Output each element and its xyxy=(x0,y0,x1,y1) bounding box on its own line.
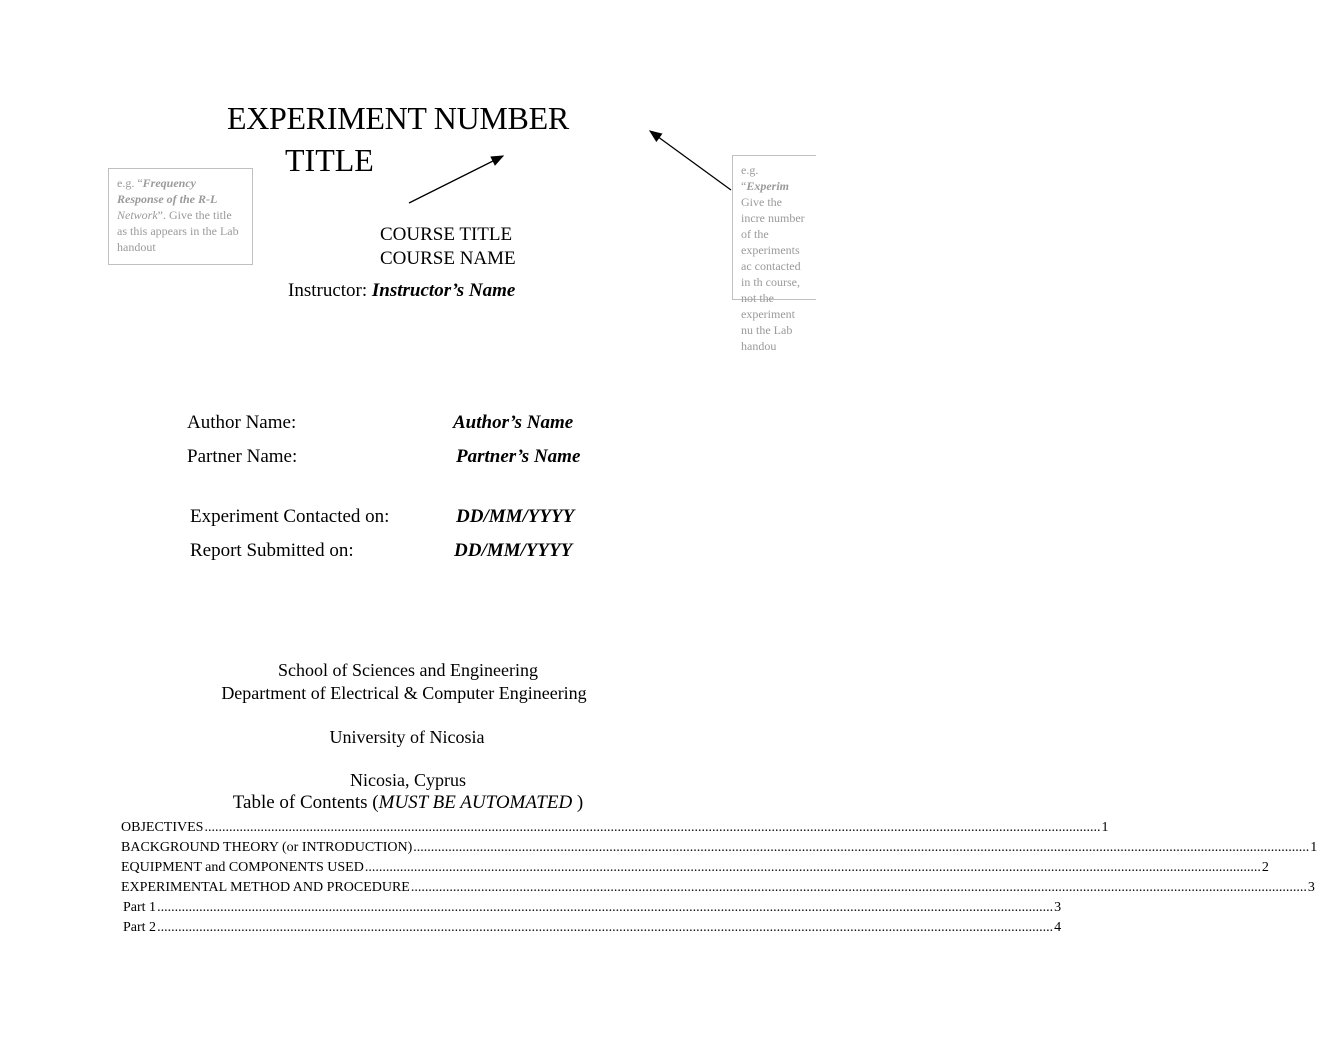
toc-entry-page: 1 xyxy=(1101,820,1109,835)
arrow-to-number xyxy=(650,131,731,190)
toc-entry-page: 2 xyxy=(1261,860,1269,875)
toc-entry-page: 3 xyxy=(1307,880,1315,895)
note-text: e.g. “ xyxy=(117,176,143,190)
arrow-to-title xyxy=(409,156,503,203)
toc-entry-part-1[interactable] xyxy=(121,898,1062,918)
instructor-line xyxy=(288,280,515,302)
toc-entry-label: Part 2 xyxy=(123,920,157,935)
department-name: Department of Electrical & Computer Engineering xyxy=(221,683,587,703)
number-hint-note xyxy=(732,155,816,353)
author-label: Author Name: xyxy=(187,412,297,433)
note-example-rest: Network xyxy=(117,208,158,222)
toc-entry-method[interactable] xyxy=(121,878,1315,898)
toc-leader xyxy=(411,878,1307,898)
instructor-value: Instructor’s Name xyxy=(371,280,516,301)
note-example: Experim xyxy=(746,179,789,193)
contacted-label: Experiment Contacted on: xyxy=(190,506,390,527)
toc-leader xyxy=(204,818,1100,838)
instructor-label: Instructor: xyxy=(288,280,368,301)
university-name: University of Nicosia xyxy=(329,727,485,747)
toc-entry-equipment[interactable] xyxy=(121,858,1269,878)
toc-leader xyxy=(157,918,1053,938)
toc-entry-label: EQUIPMENT and COMPONENTS USED xyxy=(121,860,364,875)
toc-entry-part-2[interactable] xyxy=(121,918,1062,938)
submitted-date: DD/MM/YYYY xyxy=(454,540,573,561)
toc-entry-page: 4 xyxy=(1054,920,1062,935)
experiment-title-heading: TITLE xyxy=(285,142,374,178)
toc-entry-page: 3 xyxy=(1054,900,1062,915)
title-hint-note xyxy=(108,168,253,265)
toc-entry-page: 1 xyxy=(1310,840,1317,855)
toc-entry-label: EXPERIMENTAL METHOD AND PROCEDURE xyxy=(121,880,410,895)
school-name: School of Sciences and Engineering xyxy=(278,660,538,680)
partner-label: Partner Name: xyxy=(187,446,298,467)
toc-entry-label: OBJECTIVES xyxy=(121,820,204,835)
contacted-date: DD/MM/YYYY xyxy=(456,506,575,527)
partner-value: Partner’s Name xyxy=(456,446,581,467)
location: Nicosia, Cyprus xyxy=(350,770,466,790)
course-title: COURSE TITLE xyxy=(380,224,513,245)
toc-leader xyxy=(157,898,1053,918)
course-name: COURSE NAME xyxy=(380,248,516,269)
toc-heading-text: Table of Contents ( xyxy=(232,792,379,813)
toc-entry-label: Part 1 xyxy=(123,900,157,915)
toc-heading-close: ) xyxy=(576,792,584,813)
toc-entry-label: BACKGROUND THEORY (or INTRODUCTION) xyxy=(121,840,413,855)
toc-entry-background[interactable] xyxy=(121,838,1317,858)
toc-leader xyxy=(365,858,1261,878)
experiment-number-heading: EXPERIMENT NUMBER xyxy=(227,100,569,136)
note-text: e.g. “ xyxy=(741,163,759,193)
note-example: Frequency Response of the R-L xyxy=(117,176,218,206)
author-value: Author’s Name xyxy=(453,412,574,433)
toc-entry-objectives[interactable] xyxy=(121,818,1109,838)
note-text: ”. Give the title as this appears in the Lab handout xyxy=(117,208,239,254)
note-text: Give the incre number of the experiments ac contacted in th course, not the experiment nu the Lab handou xyxy=(741,195,805,353)
toc-heading-note: MUST BE AUTOMATED xyxy=(378,792,573,813)
toc-leader xyxy=(413,838,1309,858)
toc-heading xyxy=(0,792,816,814)
table-of-contents xyxy=(121,818,1317,938)
submitted-label: Report Submitted on: xyxy=(190,540,354,561)
